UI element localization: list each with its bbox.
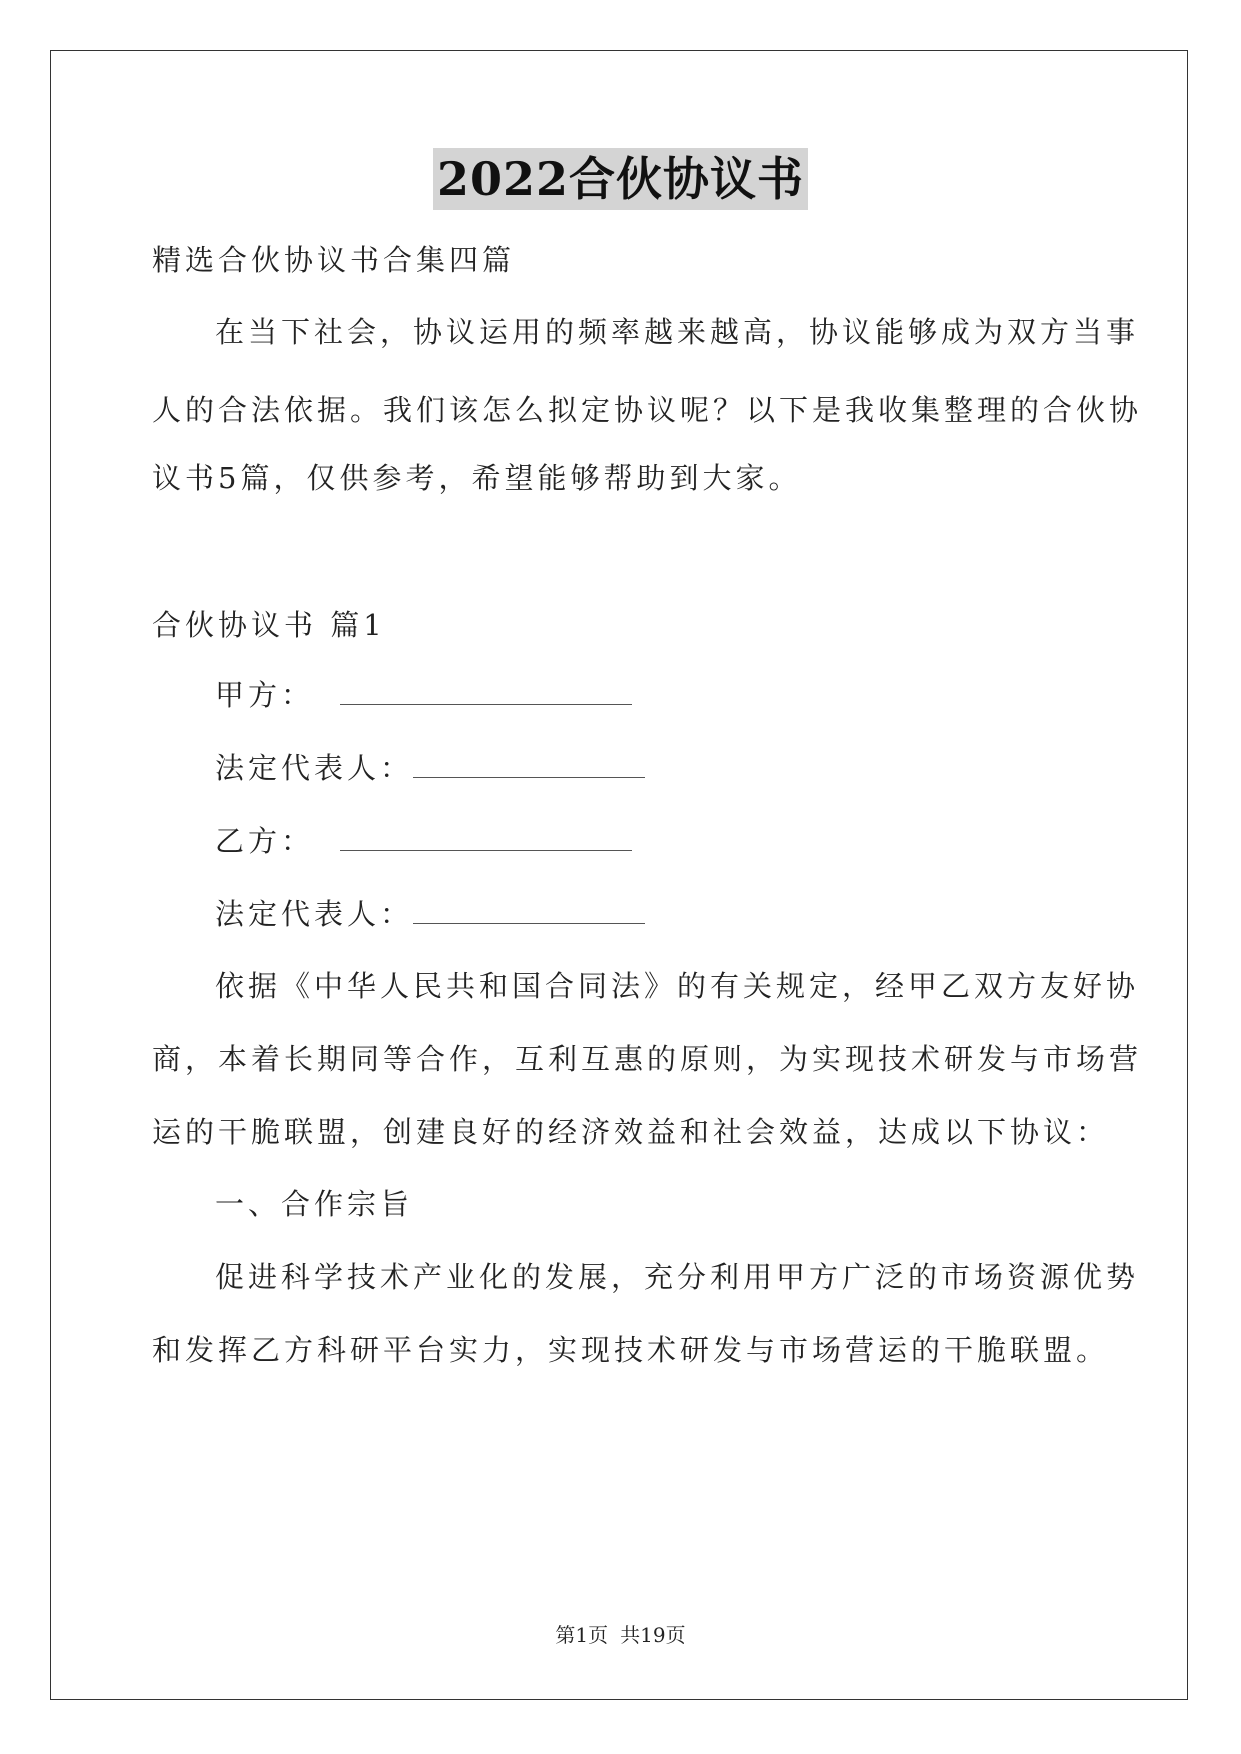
field-party-a: [215, 677, 632, 713]
page-total: 共19页: [620, 1623, 686, 1647]
page-footer: [0, 1622, 1241, 1648]
body-line: 商，本着长期同等合作，互利互惠的原则，为实现技术研发与市场营: [152, 1042, 1143, 1076]
title-wrap: [0, 148, 1241, 210]
blank-line: [413, 753, 645, 778]
page-border: [50, 50, 1188, 1700]
field-rep-a: [215, 750, 645, 786]
body-line: 依据《中华人民共和国合同法》的有关规定，经甲乙双方友好协: [215, 969, 1140, 1003]
section-heading: 合伙协议书 篇1: [152, 608, 386, 642]
intro-line: 人的合法依据。我们该怎么拟定协议呢？以下是我收集整理的合伙协: [152, 393, 1143, 427]
intro-line: 在当下社会，协议运用的频率越来越高，协议能够成为双方当事: [215, 315, 1140, 349]
field-party-b: [215, 823, 632, 859]
blank-line: [340, 680, 632, 705]
blank-line: [413, 899, 645, 924]
blank-line: [340, 826, 632, 851]
field-label: 乙方：: [215, 824, 315, 858]
page-number: 第1页: [555, 1623, 609, 1647]
field-rep-b: [215, 896, 645, 932]
field-label: 法定代表人：: [215, 897, 414, 931]
field-label: 法定代表人：: [215, 751, 414, 785]
body-line: 运的干脆联盟，创建良好的经济效益和社会效益，达成以下协议：: [152, 1115, 1110, 1149]
clause-line: 促进科学技术产业化的发展，充分利用甲方广泛的市场资源优势: [215, 1260, 1140, 1294]
document-title: 2022合伙协议书: [433, 148, 808, 210]
clause-line: 和发挥乙方科研平台实力，实现技术研发与市场营运的干脆联盟。: [152, 1333, 1110, 1367]
intro-line: 议书5篇，仅供参考，希望能够帮助到大家。: [152, 461, 802, 495]
field-label: 甲方：: [215, 678, 315, 712]
document-subtitle: 精选合伙协议书合集四篇: [152, 243, 516, 277]
clause-heading: 一、合作宗旨: [215, 1187, 414, 1221]
